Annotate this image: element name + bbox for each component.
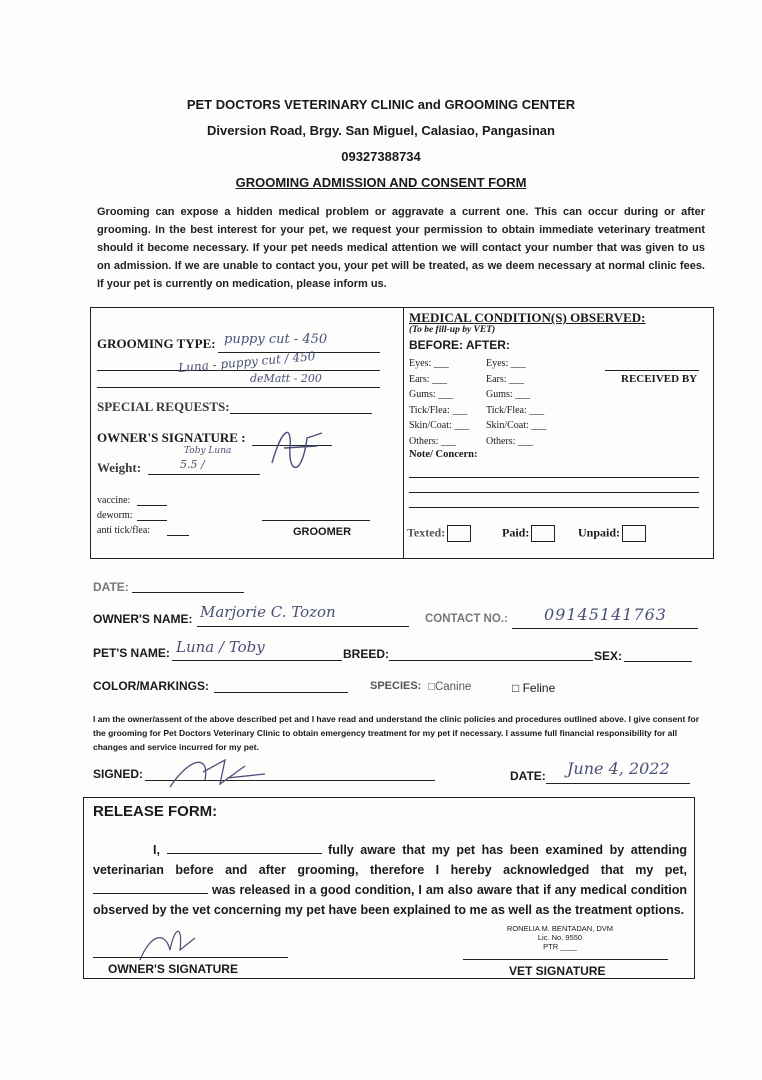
owner-name-label: OWNER'S NAME: <box>93 612 193 626</box>
groomer-line[interactable] <box>262 520 370 521</box>
unpaid-checkbox[interactable] <box>622 525 646 542</box>
owner-signature-scribble <box>262 418 332 488</box>
form-title: GROOMING ADMISSION AND CONSENT FORM <box>235 175 527 190</box>
owner-signed-scribble <box>165 752 275 792</box>
before-skincoat[interactable]: Skin/Coat: ___ <box>409 420 470 431</box>
box-divider <box>403 307 404 558</box>
after-eyes[interactable]: Eyes: ___ <box>486 358 526 369</box>
signed-date-label: DATE: <box>510 769 546 783</box>
texted-checkbox[interactable] <box>447 525 471 542</box>
vet-ptr: PTR ____ <box>543 942 577 951</box>
special-requests-line[interactable] <box>230 413 372 414</box>
consent-paragraph: I am the owner/assent of the above described pet and I have read and understand the clinic policies and procedures outlined above. I give consent for the grooming for Pet Doctors Veterinary Clinic to obtain emergency treatment for my pet if necessary. I assume full financial responsibility for all changes and service incurred for my pet. <box>93 714 700 752</box>
vet-license: Lic. No. 9550 <box>537 933 583 942</box>
deworm-line[interactable] <box>137 520 167 521</box>
contact-value[interactable]: 09145141763 <box>544 605 667 624</box>
contact-line <box>512 628 698 629</box>
release-paragraph: I, fully aware that my pet has been examined by attending veterinarian before and after grooming, therefore I hereby acknowledged that my pet, was released in a good condition, I am also aware that if any medical condition observed by the vet concerning my pet have been explained to me as well as the treatment options. <box>93 843 687 917</box>
grooming-type-entry-1[interactable]: puppy cut - 450 <box>224 332 328 347</box>
after-skincoat[interactable]: Skin/Coat: ___ <box>486 420 547 431</box>
breed-label: BREED: <box>343 647 390 661</box>
before-column <box>409 356 469 449</box>
before-others[interactable]: Others: ___ <box>409 435 456 447</box>
vaccine-label: vaccine: <box>97 495 131 506</box>
color-markings-line[interactable] <box>214 692 348 693</box>
note-concern-label: Note/ Concern: <box>409 449 478 460</box>
antitick-label: anti tick/flea: <box>97 525 151 536</box>
signed-label: SIGNED: <box>93 767 144 781</box>
groomer-label: GROOMER <box>293 526 352 538</box>
breed-line[interactable] <box>389 660 593 661</box>
received-by-label: RECEIVED BY <box>621 373 698 385</box>
paid-checkbox[interactable] <box>531 525 555 542</box>
pet-name-line <box>172 660 342 661</box>
weight-line[interactable] <box>148 474 260 475</box>
deworm-label: deworm: <box>97 510 133 521</box>
after-ears[interactable]: Ears: ___ <box>486 373 525 385</box>
sex-label: SEX: <box>594 649 623 663</box>
after-column <box>486 356 546 449</box>
weight-pet-names: Toby Luna <box>184 446 232 456</box>
before-tickflea[interactable]: Tick/Flea: ___ <box>409 404 468 416</box>
antitick-line[interactable] <box>167 535 189 536</box>
contact-label: CONTACT NO.: <box>425 613 508 625</box>
medical-title: MEDICAL CONDITION(S) OBSERVED: <box>409 310 646 325</box>
texted-field[interactable]: Texted: <box>407 525 471 542</box>
note-line-1[interactable] <box>409 477 699 478</box>
signed-date-value[interactable]: June 4, 2022 <box>567 759 670 778</box>
clinic-address: Diversion Road, Brgy. San Miguel, Calasiao, Pangasinan <box>207 123 555 138</box>
before-after-header: BEFORE: AFTER: <box>409 338 510 352</box>
owner-signature-release-label: OWNER'S SIGNATURE <box>108 962 238 976</box>
species-canine[interactable]: □Canine <box>428 681 472 693</box>
intro-paragraph: Grooming can expose a hidden medical problem or aggravate a current one. This can occur during or after grooming. In the best interest for your pet, we request your permission to obtain immediate veterinary treatment should it become necessary. If your pet needs medical attention we will contact your number that was given to us on admission. If we are unable to contact you, your pet will be treated, as we deem necessary at normal clinic fees. If your pet is currently on medication, please inform us. <box>97 206 705 290</box>
species-feline[interactable]: □ Feline <box>512 681 556 695</box>
note-line-3[interactable] <box>409 507 699 508</box>
grooming-type-entry-3[interactable]: deMatt - 200 <box>250 372 322 385</box>
release-title: RELEASE FORM: <box>93 803 218 820</box>
clinic-phone: 09327388734 <box>341 149 421 164</box>
grooming-type-entry-2[interactable]: Luna - puppy cut / 450 <box>177 349 316 375</box>
vet-signature-line[interactable] <box>463 959 668 960</box>
clinic-name: PET DOCTORS VETERINARY CLINIC and GROOMING CENTER <box>186 97 576 112</box>
owner-name-line <box>197 626 409 627</box>
grooming-type-line-3 <box>97 387 380 388</box>
release-owner-scribble <box>135 920 205 965</box>
after-tickflea[interactable]: Tick/Flea: ___ <box>486 404 545 416</box>
before-ears[interactable]: Ears: ___ <box>409 373 448 385</box>
owner-signature-label: OWNER'S SIGNATURE : <box>97 430 246 445</box>
weight-values[interactable]: 5.5 / <box>180 458 205 471</box>
grooming-type-line-2 <box>97 370 380 371</box>
owner-name-value[interactable]: Marjorie C. Tozon <box>200 603 336 621</box>
vet-stamp <box>505 924 615 951</box>
note-line-2[interactable] <box>409 492 699 493</box>
owner-signature-release-line[interactable] <box>93 957 288 958</box>
sex-line[interactable] <box>624 661 692 662</box>
date-label: DATE: <box>93 580 129 594</box>
species-label: SPECIES: <box>370 680 422 692</box>
before-eyes[interactable]: Eyes: ___ <box>409 358 449 369</box>
vet-signature-label: VET SIGNATURE <box>509 964 606 978</box>
color-markings-label: COLOR/MARKINGS: <box>93 679 209 693</box>
grooming-type-label: GROOMING TYPE: <box>97 336 216 351</box>
feline-checkbox[interactable]: □ <box>512 681 520 695</box>
special-requests-label: SPECIAL REQUESTS: <box>97 399 230 414</box>
canine-checkbox[interactable]: □ <box>428 681 435 693</box>
after-others[interactable]: Others: ___ <box>486 435 533 447</box>
medical-subtitle: (To be fill-up by VET) <box>409 325 496 335</box>
before-gums[interactable]: Gums: ___ <box>409 389 454 400</box>
vaccine-line[interactable] <box>137 505 167 506</box>
release-owner-name-line[interactable] <box>167 853 322 854</box>
pet-name-value[interactable]: Luna / Toby <box>176 638 265 656</box>
unpaid-field[interactable]: Unpaid: <box>578 525 646 542</box>
received-by-line[interactable] <box>605 370 699 371</box>
pet-name-label: PET'S NAME: <box>93 646 170 660</box>
release-pet-name-line[interactable] <box>93 893 208 894</box>
weight-label: Weight: <box>97 460 142 475</box>
after-gums[interactable]: Gums: ___ <box>486 389 531 400</box>
paid-field[interactable]: Paid: <box>502 525 555 542</box>
vet-name: RONELIA M. BENTADAN, DVM <box>506 924 614 933</box>
date-line[interactable] <box>132 592 244 593</box>
signed-date-line <box>546 783 690 784</box>
